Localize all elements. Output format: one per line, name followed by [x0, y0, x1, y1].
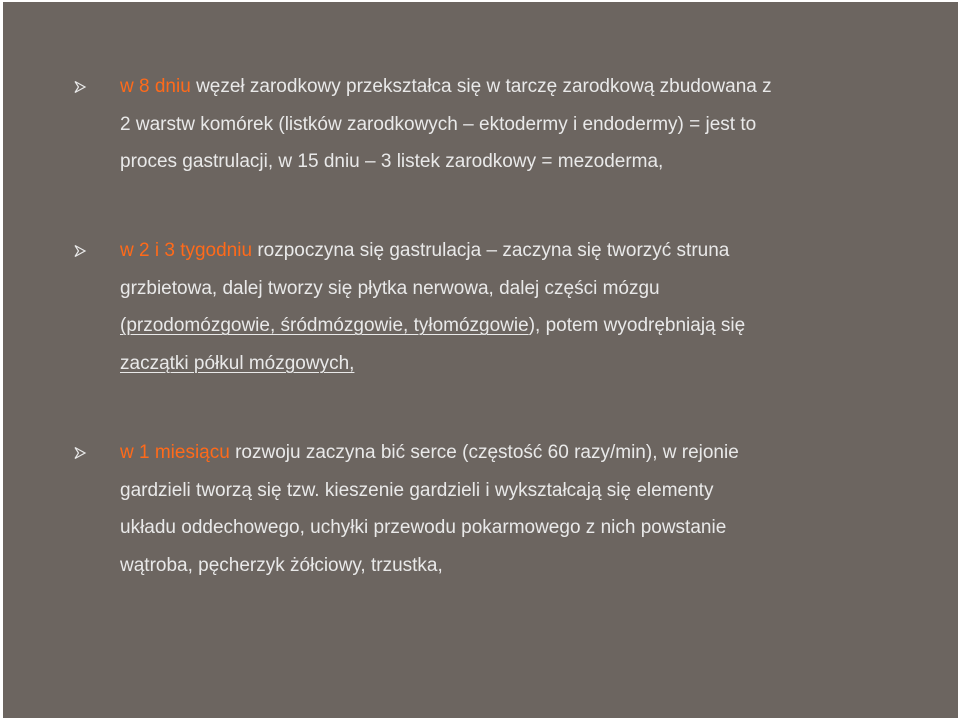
text-line: grzbietowa, dalej tworzy się płytka nerwowa, dalej części mózgu — [120, 277, 660, 299]
bullet-text — [120, 68, 910, 181]
arrowhead-icon — [73, 244, 87, 258]
text-segment: ), potem wyodrębniają się — [528, 315, 746, 337]
highlight-text: w 1 miesiącu — [120, 442, 230, 463]
bullet-text — [120, 232, 910, 382]
text-segment: węzeł zarodkowy przekształca się w tarczę zarodkową zbudowana z — [196, 76, 772, 97]
highlight-text: w 8 dniu — [120, 76, 191, 97]
text-line — [120, 232, 910, 270]
text-line: 2 warstw komórek (listków zarodkowych – ektodermy i endodermy) = jest to — [120, 113, 757, 135]
text-line: układu oddechowego, uchyłki przewodu pokarmowego z nich powstanie — [120, 517, 727, 539]
text-segment: rozpoczyna się gastrulacja – zaczyna się tworzyć struna — [257, 240, 730, 261]
arrowhead-icon — [73, 80, 87, 94]
highlight-text: w 2 i 3 tygodniu — [120, 240, 253, 261]
text-line — [120, 434, 910, 472]
bullet-text — [120, 434, 910, 584]
text-line: wątroba, pęcherzyk żółciowy, trzustka, — [120, 554, 443, 576]
text-line — [120, 345, 910, 383]
text-line: gardzieli tworzą się tzw. kieszenie gardzieli i wykształcają się elementy — [120, 479, 714, 501]
text-line — [120, 307, 910, 345]
text-line: proces gastrulacji, w 15 dniu – 3 listek zarodkowy = mezoderma, — [120, 151, 664, 173]
underlined-text: (przodomózgowie, śródmózgowie, tyłomózgowie — [120, 315, 529, 337]
content-panel — [3, 2, 958, 718]
underlined-text: zaczątki półkul mózgowych, — [120, 352, 355, 374]
text-segment: rozwoju zaczyna bić serce (częstość 60 razy/min), w rejonie — [235, 442, 739, 463]
arrowhead-icon — [73, 446, 87, 460]
text-line — [120, 68, 910, 106]
